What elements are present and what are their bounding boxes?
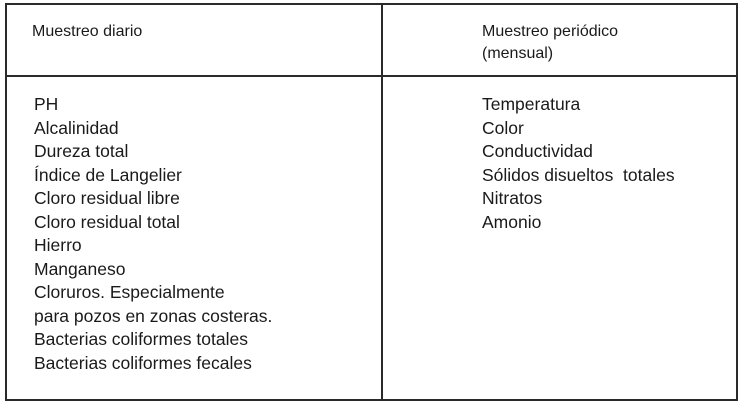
list-item: Temperatura bbox=[482, 94, 581, 114]
list-item: Sólidos disueltos totales bbox=[482, 164, 675, 185]
list-item: Cloro residual libre bbox=[34, 188, 180, 208]
list-item: Manganeso bbox=[34, 258, 126, 279]
periodic-sampling-list bbox=[482, 93, 675, 234]
header-periodic-sublabel: (mensual) bbox=[482, 45, 554, 62]
list-item: Amonio bbox=[482, 211, 542, 232]
header-divider bbox=[7, 75, 736, 77]
list-item: Cloruros. Especialmente bbox=[34, 282, 225, 302]
header-daily-label: Muestreo diario bbox=[32, 23, 143, 40]
daily-sampling-list bbox=[34, 93, 272, 375]
list-item: Color bbox=[482, 117, 524, 138]
list-item: Bacterias coliformes fecales bbox=[34, 352, 252, 373]
list-item: Conductividad bbox=[482, 141, 593, 161]
header-periodic-label: Muestreo periódico bbox=[482, 23, 619, 40]
list-item: para pozos en zonas costeras. bbox=[34, 305, 273, 326]
list-item: Índice de Langelier bbox=[34, 164, 182, 185]
header-periodic-sampling bbox=[482, 21, 618, 65]
list-item: Dureza total bbox=[34, 141, 129, 161]
header-daily-sampling bbox=[32, 21, 142, 43]
list-item: PH bbox=[34, 94, 59, 114]
list-item: Cloro residual total bbox=[34, 211, 180, 232]
list-item: Hierro bbox=[34, 235, 82, 255]
sampling-table bbox=[5, 3, 738, 401]
list-item: Nitratos bbox=[482, 188, 543, 208]
list-item: Alcalinidad bbox=[34, 117, 119, 138]
list-item: Bacterias coliformes totales bbox=[34, 329, 248, 349]
column-divider bbox=[381, 5, 383, 399]
